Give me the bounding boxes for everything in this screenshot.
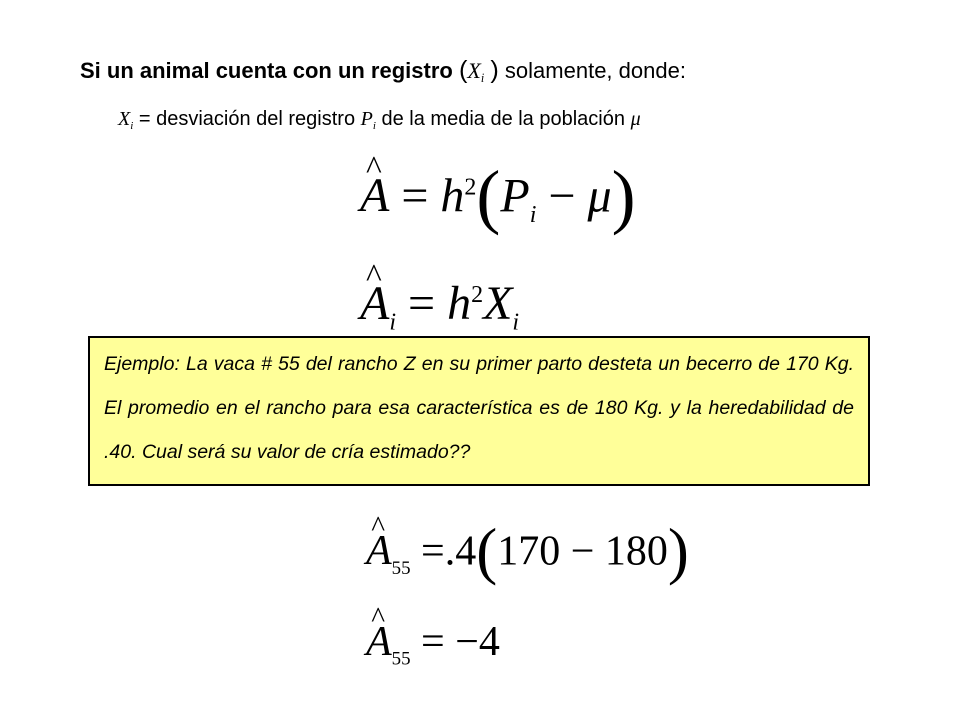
eq2-sub-x: i [512,309,520,336]
definition-var-p: P [360,108,373,130]
eq3-sub: 55 [391,557,411,579]
equation-breeding-value [360,155,636,238]
eq2-equals: = [408,277,436,330]
equation-example-result [366,618,500,670]
eq2-x: X [483,277,513,330]
eq1-lparen: ( [476,156,501,236]
intro-var-x: X [467,58,481,83]
equation-breeding-value-deviation [360,276,519,337]
eq2-a-hat: ^ A [360,276,389,331]
equation-example-calc [366,515,689,588]
eq1-sup: 2 [464,174,477,201]
definition-text-a: = desviación del registro [138,108,356,130]
intro-prefix: Si un animal cuenta con un registro [80,58,453,83]
eq1-mu: μ [587,169,612,223]
eq2-h: h [447,277,472,330]
eq3-rparen: ) [667,516,689,586]
eq4-rhs: = −4 [421,619,500,665]
eq4-sub: 55 [391,648,411,670]
eq3-lparen: ( [476,516,498,586]
definition-var-x-sub: i [130,119,134,132]
eq2-sup: 2 [471,282,484,308]
eq3-rhs: =.4 [421,528,477,575]
example-text: Ejemplo: La vaca # 55 del rancho Z en su primer parto desteta un becerro de 170 Kg. El promedio en el rancho para esa característica es de 180 Kg. y la heredabilidad de .40. Cual será su valor de cría estimado?? [104,353,854,463]
eq2-sub-a: i [389,309,396,336]
eq1-p: P [500,169,530,223]
eq1-rparen: ) [611,156,636,236]
definition-text-b: de la media de la población [381,108,625,130]
intro-open-paren: ( [458,56,468,84]
eq1-minus: − [548,169,576,223]
eq4-a-hat: ^ A [366,618,392,666]
intro-line [80,56,686,86]
eq1-a-hat: ^ A [360,168,389,223]
intro-suffix: solamente, donde: [504,58,686,83]
intro-var-x-sub: i [480,71,485,86]
example-box [88,336,870,486]
eq3-a-hat: ^ A [366,527,392,575]
eq1-equals: = [401,169,429,223]
definition-var-x: X [118,108,131,130]
definition-mu: μ [630,108,641,130]
eq3-expr: 170 − 180 [497,528,668,575]
intro-close-paren: ) [490,56,499,84]
definition-var-p-sub: i [372,119,376,132]
eq1-sub: i [529,201,537,228]
eq1-h: h [440,169,465,223]
definition-line [118,108,641,132]
